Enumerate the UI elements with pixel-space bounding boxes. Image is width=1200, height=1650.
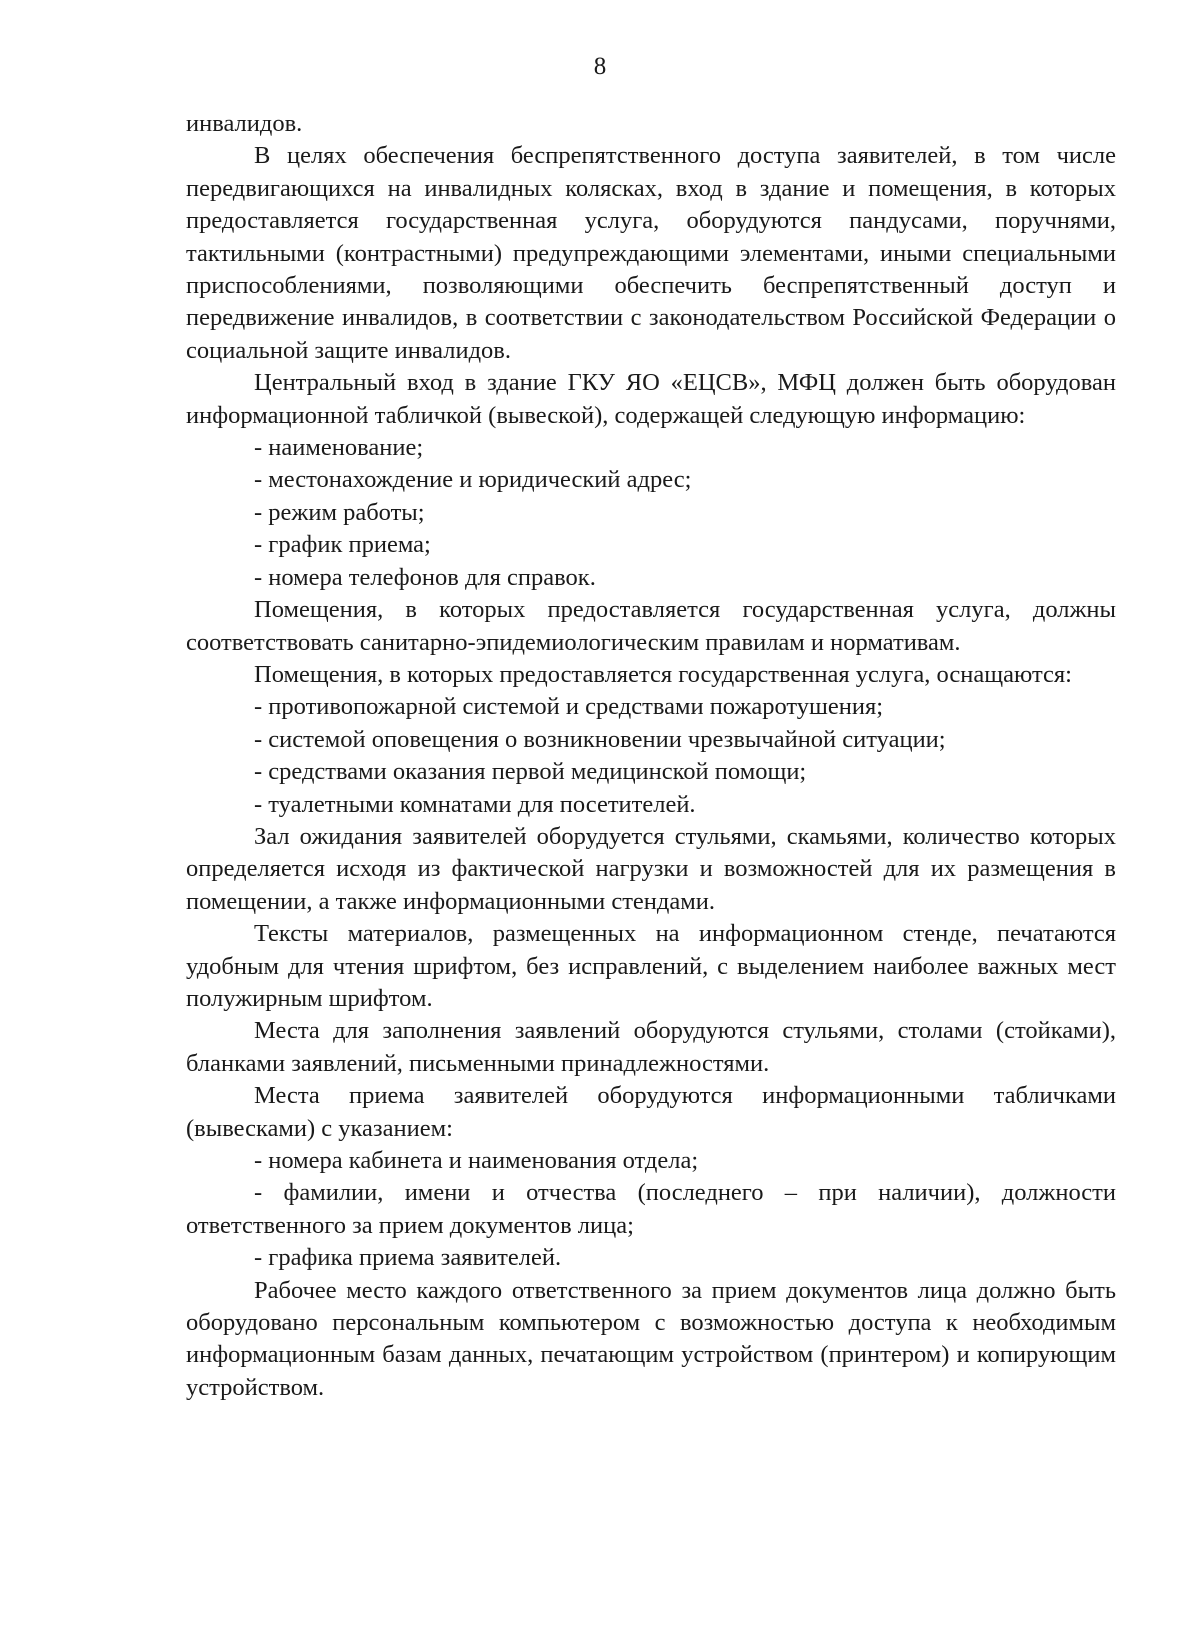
list-item: - фамилии, имени и отчества (последнего – при наличии), должности ответственного за прием документов лица; [186, 1179, 1116, 1239]
paragraph: Зал ожидания заявителей оборудуется стульями, скамьями, количество которых определяется исходя из фактической нагрузки и возможностей для их размещения в помещении, а также информационными стендами. [186, 822, 1116, 915]
paragraph: Места для заполнения заявлений оборудуются стульями, столами (стойками), бланками заявлений, письменными принадлежностями. [186, 1017, 1116, 1077]
paragraph: Помещения, в которых предоставляется государственная услуга, должны соответствовать санитарно-эпидемиологическим правилам и нормативам. [186, 596, 1116, 656]
list-item: - местонахождение и юридический адрес; [254, 466, 692, 494]
paragraph: Помещения, в которых предоставляется государственная услуга, оснащаются: [254, 660, 1072, 688]
list-item: - режим работы; [254, 498, 425, 526]
paragraph: Центральный вход в здание ГКУ ЯО «ЕЦСВ», МФЦ должен быть оборудован информационной табличкой (вывеской), содержащей следующую информацию: [186, 369, 1116, 429]
paragraph: Места приема заявителей оборудуются информационными табличками (вывесками) с указанием: [186, 1082, 1116, 1142]
page-number: 8 [593, 53, 607, 80]
paragraph: Тексты материалов, размещенных на информационном стенде, печатаются удобным для чтения шрифтом, без исправлений, с выделением наиболее важных мест полужирным шрифтом. [186, 920, 1116, 1012]
list-item: - график приема; [254, 531, 431, 559]
paragraph: В целях обеспечения беспрепятственного доступа заявителей, в том числе передвигающихся на инвалидных колясках, вход в здание и помещения, в которых предоставляется государственная услуга, оборудуются пандусами, поручнями, тактильными (контрастными) предупреждающими элементами, иными специальными приспособлениями, позволяющими обеспечить беспрепятственный доступ и передвижение инвалидов, в соответствии с законодательством Российской Федерации о социальной защите инвалидов. [186, 142, 1116, 364]
paragraph: Рабочее место каждого ответственного за прием документов лица должно быть оборудовано персональным компьютером с возможностью доступа к необходимым информационным базам данных, печатающим устройством (принтером) и копирующим устройством. [186, 1276, 1116, 1401]
list-item: - графика приема заявителей. [254, 1244, 562, 1272]
list-item: - номера кабинета и наименования отдела; [254, 1147, 699, 1174]
list-item: - туалетными комнатами для посетителей. [254, 790, 696, 818]
list-item: - системой оповещения о возникновении чрезвычайной ситуации; [254, 725, 946, 753]
list-item: - противопожарной системой и средствами пожаротушения; [254, 693, 884, 721]
document-body [186, 108, 1116, 1404]
list-item: - наименование; [254, 434, 424, 462]
list-item: - номера телефонов для справок. [254, 563, 596, 591]
list-item: - средствами оказания первой медицинской помощи; [254, 758, 807, 786]
paragraph-continuation: инвалидов. [186, 110, 303, 137]
